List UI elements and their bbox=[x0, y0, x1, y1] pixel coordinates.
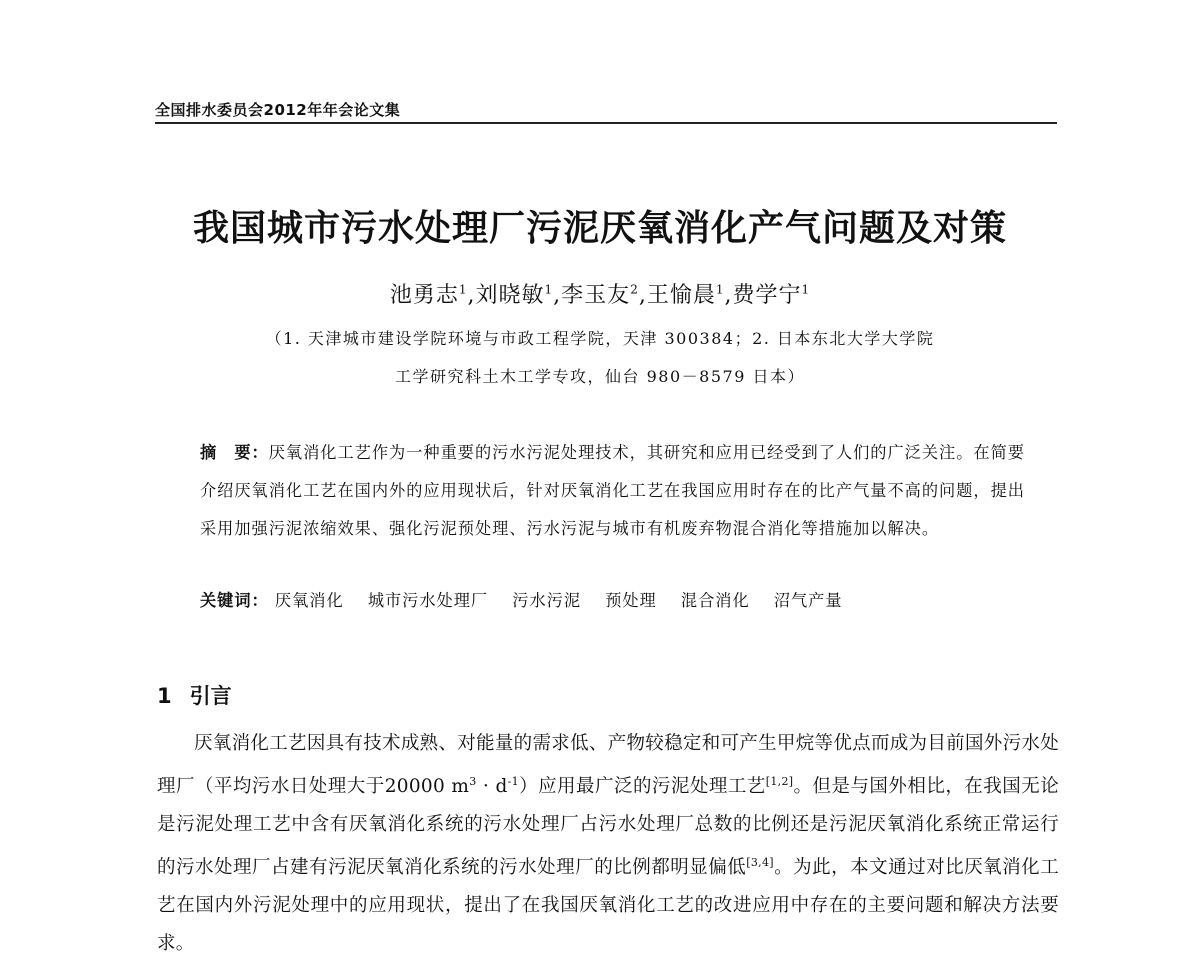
paragraph-text: ）应用最广泛的污泥处理工艺 bbox=[518, 776, 766, 798]
section-title: 引言 bbox=[189, 684, 232, 708]
keyword: 污水污泥 bbox=[512, 591, 582, 610]
author-separator: , bbox=[724, 283, 733, 308]
unit-superscript: 3 bbox=[469, 775, 477, 788]
keywords bbox=[200, 587, 1060, 611]
citation: [3,4] bbox=[746, 856, 774, 870]
header-rule bbox=[155, 122, 1057, 124]
keyword: 混合消化 bbox=[680, 591, 750, 610]
paragraph-text: 。但是与国外相比，在我国无论是污泥处理工艺中含有厌氧消化系统的污水处理厂占污水处理厂总数的比例还是污泥厌氧消化系统正常运行的污水处理厂占建有污泥厌氧消化系统的污水处理厂的比例都明显偏低 bbox=[157, 776, 1060, 879]
paragraph-text: 厌氧消化工艺因具有技术成熟、对能量的需求低、产物较稳定和可产生甲烷等优点而成为目前国外污水处理厂（平均污水日处理大于20000 m bbox=[157, 733, 1059, 798]
author-separator: , bbox=[467, 283, 476, 308]
author-separator: , bbox=[553, 283, 562, 308]
running-header: 全国排水委员会2012年年会论文集 bbox=[155, 101, 401, 119]
paragraph-text: 。为此，本文通过对比厌氧消化工艺在国内外污泥处理中的应用现状，提出了在我国厌氧消化工艺的改进应用中存在的主要问题和解决方法要求。 bbox=[157, 857, 1059, 955]
section-heading bbox=[157, 680, 232, 710]
citation: [1,2] bbox=[765, 775, 794, 788]
keyword: 沼气产量 bbox=[773, 591, 843, 610]
author-name: 费学宁 bbox=[732, 283, 802, 308]
affiliation-line-2: 工学研究科土木工学专攻，仙台 980－8579 日本） bbox=[395, 367, 805, 386]
author-affiliation-mark: 1 bbox=[715, 282, 725, 297]
abstract-label: 摘 要： bbox=[200, 443, 269, 462]
author-affiliation-mark: 1 bbox=[544, 282, 554, 297]
keyword: 厌氧消化 bbox=[274, 591, 344, 610]
author-name: 李玉友 bbox=[561, 283, 631, 308]
body-paragraph bbox=[157, 725, 1059, 963]
abstract bbox=[200, 434, 1030, 548]
unit-superscript: -1 bbox=[507, 775, 519, 788]
author-affiliation-mark: 1 bbox=[801, 282, 811, 297]
author-affiliation-mark: 1 bbox=[458, 282, 468, 297]
author-name: 刘晓敏 bbox=[475, 283, 545, 308]
author-separator: , bbox=[638, 283, 647, 308]
author-list bbox=[0, 278, 1200, 309]
author-name: 王愉晨 bbox=[646, 283, 716, 308]
keyword: 城市污水处理厂 bbox=[367, 591, 489, 610]
paper-title: 我国城市污水处理厂污泥厌氧消化产气问题及对策 bbox=[192, 208, 1007, 249]
keyword: 预处理 bbox=[605, 591, 657, 610]
keywords-label: 关键词： bbox=[200, 591, 269, 610]
author-name: 池勇志 bbox=[389, 283, 459, 308]
abstract-text: 厌氧消化工艺作为一种重要的污水污泥处理技术，其研究和应用已经受到了人们的广泛关注。在简要介绍厌氧消化工艺在国内外的应用现状后，针对厌氧消化工艺在我国应用时存在的比产气量不高的问题，提出采用加强污泥浓缩效果、强化污泥预处理、污水污泥与城市有机废弃物混合消化等措施加以解决。 bbox=[200, 443, 1025, 538]
section-number: 1 bbox=[157, 684, 172, 708]
affiliation-line-1: （1. 天津城市建设学院环境与市政工程学院，天津 300384；2. 日本东北大学大学院 bbox=[265, 329, 935, 348]
paragraph-text: · d bbox=[476, 776, 508, 798]
author-affiliation-mark: 2 bbox=[630, 282, 639, 297]
